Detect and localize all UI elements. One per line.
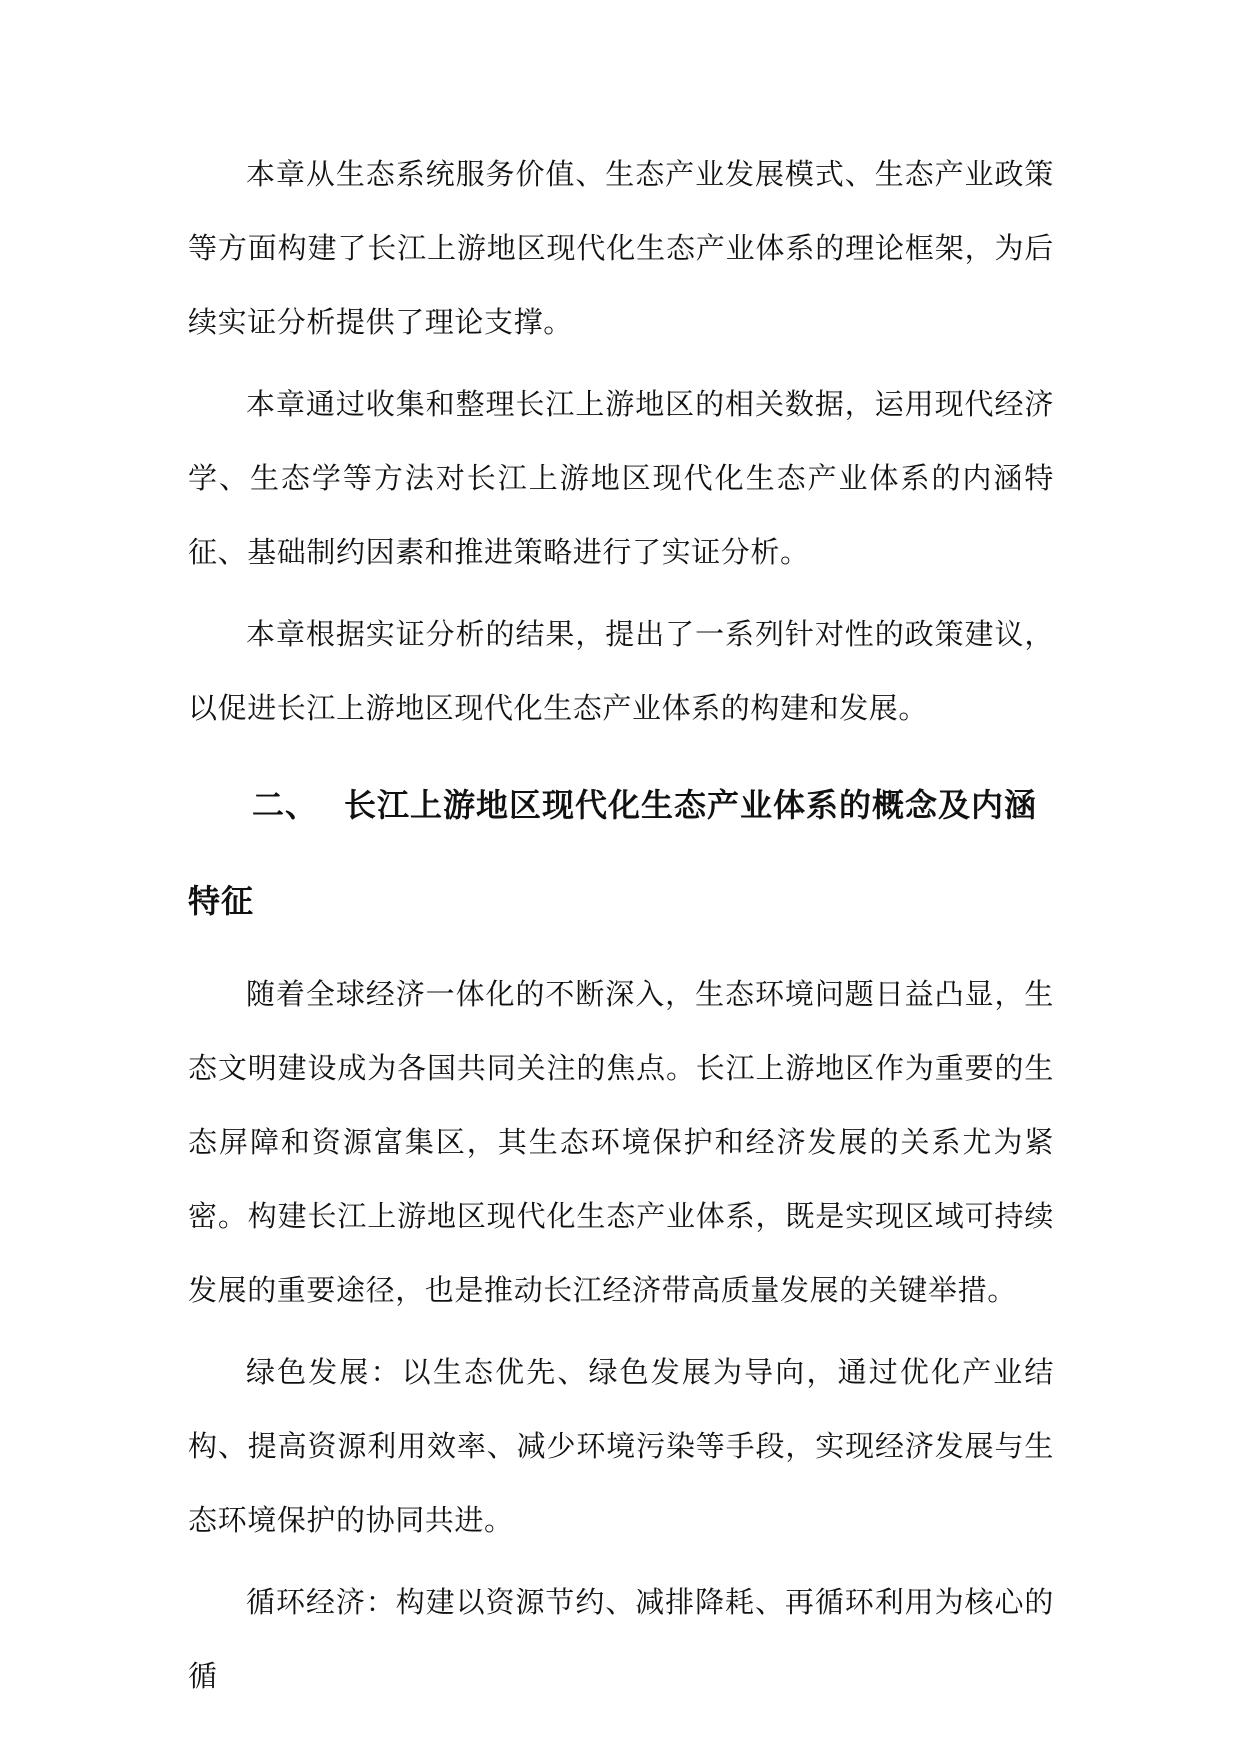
section-title: 长江上游地区现代化生态产业体系的概念及内涵特征 (188, 786, 1038, 920)
section-heading (188, 757, 1054, 949)
paragraph-circular-economy: 循环经济：构建以资源节约、减排降耗、再循环利用为核心的循 (188, 1585, 1054, 1693)
document-body (188, 137, 1054, 1721)
paragraph-green-development: 绿色发展：以生态优先、绿色发展为导向，通过优化产业结构、提高资源利用效率、减少环境污染等手段，实现经济发展与生态环境保护的协同共进。 (188, 1355, 1054, 1537)
paragraph-background: 随着全球经济一体化的不断深入，生态环境问题日益凸显，生态文明建设成为各国共同关注的焦点。长江上游地区作为重要的生态屏障和资源富集区，其生态环境保护和经济发展的关系尤为紧密。构建长江上游地区现代化生态产业体系，既是实现区域可持续发展的重要途径，也是推动长江经济带高质量发展的关键举措。 (188, 977, 1054, 1307)
paragraph-policy-suggestions: 本章根据实证分析的结果，提出了一系列针对性的政策建议，以促进长江上游地区现代化生态产业体系的构建和发展。 (188, 617, 1054, 725)
paragraph-empirical-analysis: 本章通过收集和整理长江上游地区的相关数据，运用现代经济学、生态学等方法对长江上游地区现代化生态产业体系的内涵特征、基础制约因素和推进策略进行了实证分析。 (188, 387, 1054, 569)
paragraph-theory-framework: 本章从生态系统服务价值、生态产业发展模式、生态产业政策等方面构建了长江上游地区现代化生态产业体系的理论框架，为后续实证分析提供了理论支撑。 (188, 157, 1054, 339)
section-number: 二、 (252, 786, 319, 824)
